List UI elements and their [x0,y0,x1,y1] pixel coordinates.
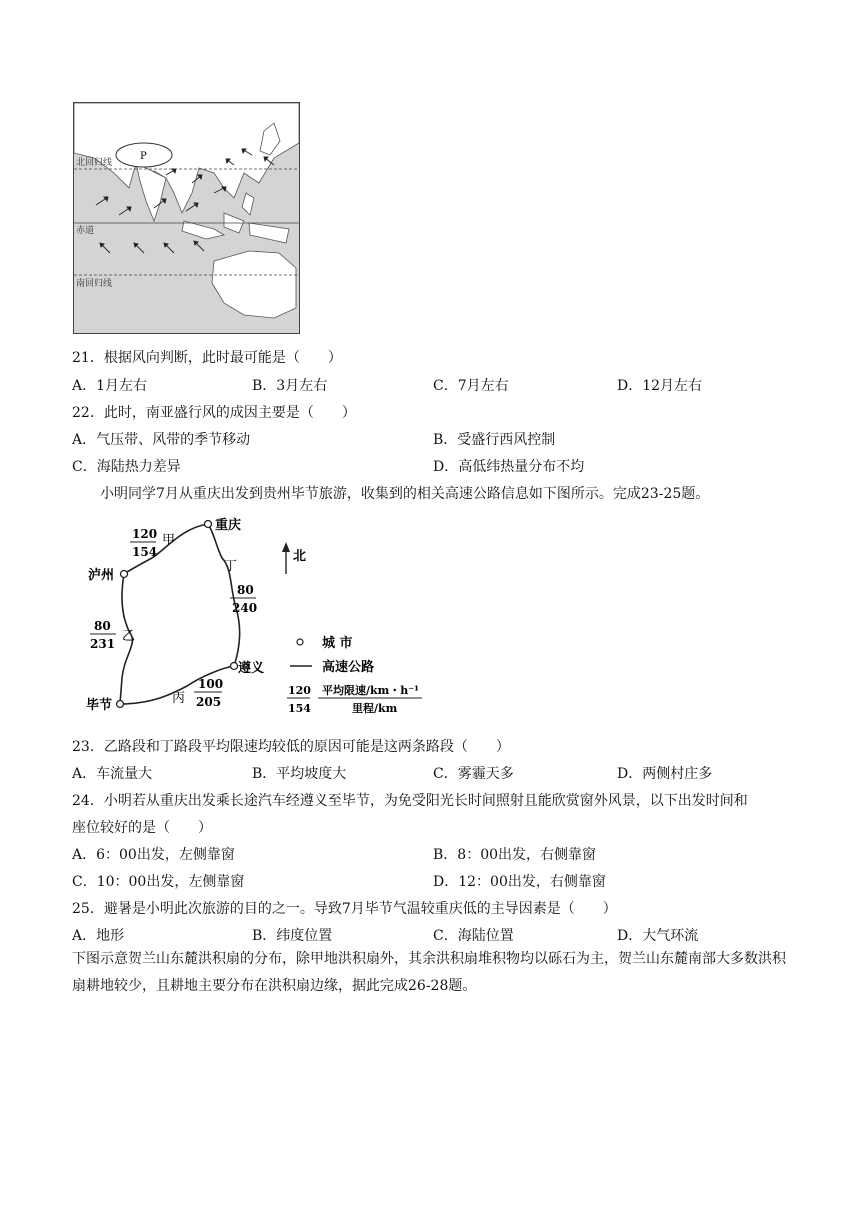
city-chongqing: 重庆 [215,518,242,533]
q21-option-a[interactable]: A．1月左右 [72,378,148,394]
city-marker [117,701,124,708]
jia-speed: 120 [132,527,158,541]
q22-option-b[interactable]: B．受盛行西风控制 [433,432,556,448]
q22-option-c[interactable]: C．海陆热力差异 [72,459,181,475]
legend-sample-speed: 120 [288,684,311,697]
q25-option-b[interactable]: B．纬度位置 [252,928,333,944]
highway-map-svg [72,508,432,728]
highway-map [72,508,432,728]
label-tropic-south: 南回归线 [76,279,113,289]
q24-option-a[interactable]: A．6：00出发，左侧靠窗 [72,847,235,863]
ding-speed: 80 [237,583,254,597]
q21-option-b[interactable]: B．3月左右 [252,378,328,394]
city-zunyi: 遵义 [238,661,265,676]
q22-option-a[interactable]: A．气压带、风带的季节移动 [72,432,251,448]
label-equator: 赤道 [76,226,95,236]
q25-stem: 25．避暑是小明此次旅游的目的之一。导致7月毕节气温较重庆低的主导因素是（ ） [72,901,617,917]
city-bijie: 毕节 [86,698,113,713]
q23-option-d[interactable]: D．两侧村庄多 [617,766,713,782]
bing-speed: 100 [198,677,224,691]
segment-yi: 乙 [122,629,136,644]
q22-option-d[interactable]: D．高低纬热量分布不均 [433,459,585,475]
yi-dist: 231 [90,637,116,651]
legend-city: 城 市 [322,636,353,651]
yi-speed: 80 [94,619,111,633]
segment-ding: 丁 [224,559,238,574]
q23-option-c[interactable]: C．雾霾天多 [433,766,514,782]
city-marker [121,571,128,578]
q24-option-c[interactable]: C．10：00出发，左侧靠窗 [72,874,245,890]
segment-jia: 甲 [162,533,176,548]
bing-dist: 205 [196,695,222,709]
q21-option-c[interactable]: C．7月左右 [433,378,509,394]
ding-dist: 240 [232,601,258,615]
q24-option-d[interactable]: D．12：00出发，右侧靠窗 [433,874,606,890]
city-marker [231,663,238,670]
jia-dist: 154 [132,545,158,559]
north-arrow-icon [282,542,290,574]
q25-option-d[interactable]: D．大气环流 [617,928,699,944]
q24-option-b[interactable]: B．8：00出发，右侧靠窗 [433,847,597,863]
monsoon-map [73,102,300,334]
legend-sample-dist: 154 [288,702,311,715]
label-tropic-north: 北回归线 [76,158,113,168]
legend-speed-label: 平均限速/km・h⁻¹ [322,684,419,697]
intro-23-25: 小明同学7月从重庆出发到贵州毕节旅游，收集到的相关高速公路信息如下图所示。完成23-25题。 [100,486,710,502]
q23-option-b[interactable]: B．平均坡度大 [252,766,347,782]
label-p: P [140,151,147,162]
north-label: 北 [293,549,307,564]
q24-stem-line2: 座位较好的是（ ） [72,820,212,836]
intro-26-28: 下图示意贺兰山东麓洪积扇的分布，除甲地洪积扇外，其余洪积扇堆积物均以砾石为主，贺兰山东麓南部大多数洪积扇耕地较少，且耕地主要分布在洪积扇边缘，据此完成26-28题。 [72,951,786,994]
q23-stem: 23．乙路段和丁路段平均限速均较低的原因可能是这两条路段（ ） [72,739,510,755]
q23-option-a[interactable]: A．车流量大 [72,766,153,782]
legend-highway: 高速公路 [322,660,375,675]
q25-option-a[interactable]: A．地形 [72,928,125,944]
q22-stem: 22．此时，南亚盛行风的成因主要是（ ） [72,405,356,421]
monsoon-map-svg [74,103,299,333]
city-marker [205,521,212,528]
q21-stem: 21．根据风向判断，此时最可能是（ ） [72,350,342,366]
legend-city-icon [297,639,303,645]
q21-option-d[interactable]: D．12月左右 [617,378,703,394]
segment-bing: 丙 [172,691,186,706]
legend-dist-label: 里程/km [352,702,398,715]
q24-stem-line1: 24．小明若从重庆出发乘长途汽车经遵义至毕节，为免受阳光长时间照射且能欣赏窗外风景，以下出发时间和 [72,793,748,809]
q25-option-c[interactable]: C．海陆位置 [433,928,514,944]
city-luzhou: 泸州 [88,568,115,583]
